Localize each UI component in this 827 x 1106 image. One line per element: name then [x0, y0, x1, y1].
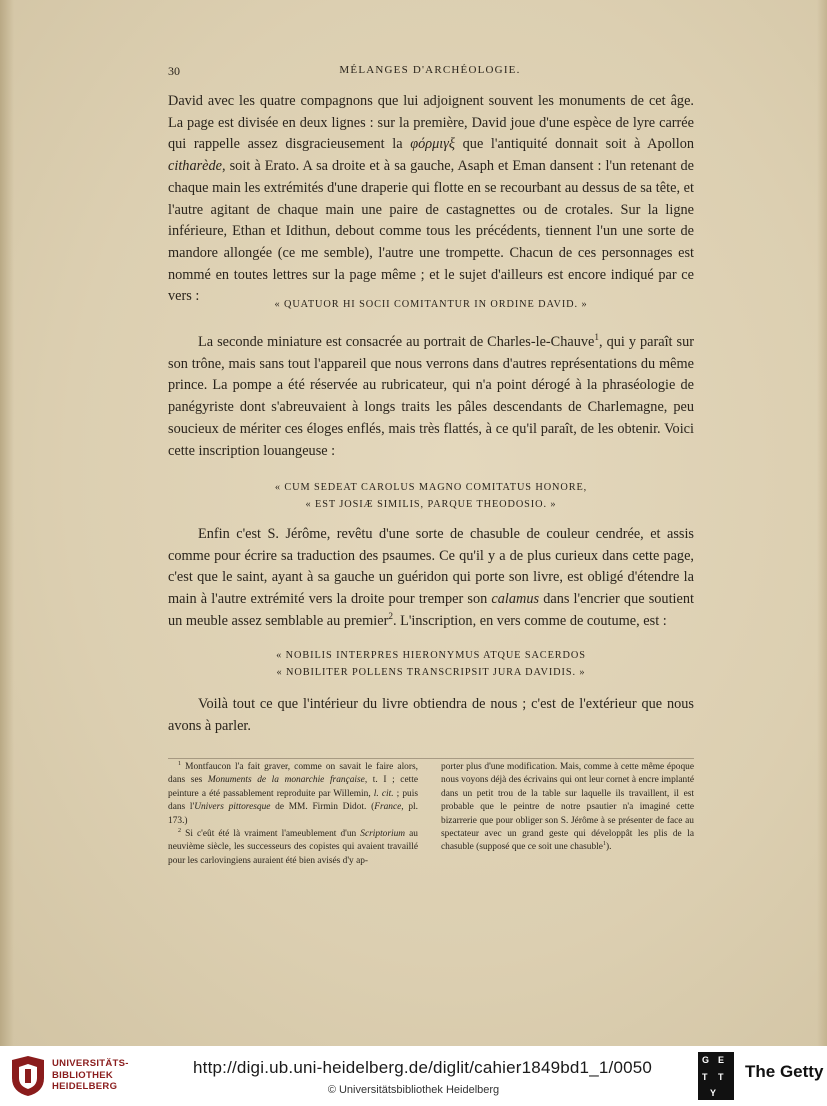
text-run: de MM. Firmin Didot. ( — [270, 802, 375, 813]
italic-title: Univers pittoresque — [194, 802, 271, 813]
library-name-line: BIBLIOTHEK — [52, 1069, 114, 1081]
text-run: ). — [605, 842, 612, 853]
paragraph-charles — [168, 332, 694, 462]
quote-line: « NOBILITER POLLENS TRANSCRIPSIT JURA DAVIDIS. » — [276, 666, 586, 678]
library-name-line: UNIVERSITÄTS- — [52, 1058, 129, 1069]
italic-word: France — [374, 802, 402, 813]
getty-logo-letter: T — [702, 1072, 708, 1082]
quote-line: « CUM SEDEAT CAROLUS MAGNO COMITATUS HONORE, — [274, 482, 588, 493]
getty-name: The Getty — [745, 1062, 824, 1081]
getty-logo-letter: T — [718, 1072, 724, 1082]
footnote-ref: 1 — [594, 333, 599, 344]
running-title: MÉLANGES D'ARCHÉOLOGIE. — [339, 64, 521, 76]
text-run: , t. I ; cette peinture a été passablement reproduite par Willemin, — [168, 775, 418, 799]
text-run: , qui y paraît sur son trône, mais sans tout l'appareil que nous verrons dans d'autres représentations du même prince. La pompe a été réservée au rubricateur, qui n'a point dérogé à la phraséologie de panégyriste dont s'abreuvaient à longs traits les pâles descendants de Charlemagne, peu soucieux de mériter ces éloges enflés, mais très flattés, à ce qu'il paraît, de les obtenir. Voici cette inscription louangeuse : — [168, 334, 694, 459]
footnote-rule — [168, 758, 694, 759]
footnotes-right-column — [441, 761, 694, 855]
paragraph-david — [168, 91, 694, 308]
text-run: porter plus d'une modification. Mais, comme à cette même époque nous voyons déjà des écrivains qui ont leur cornet à encre implanté dans un petit trou de la table sur laquelle ils travaillent, il est probable que le peintre de notre psautier n'a imaginé cette bizarrerie que pour obliger son S. Jérôme à se présenter de face au spectateur avec un grand geste qui développât les plis de la chasuble (supposé que ce soit une chasuble — [441, 762, 694, 853]
footnote-ref: 2 — [388, 612, 393, 623]
quote-carolus — [168, 480, 694, 513]
getty-logo-letter: G — [702, 1055, 710, 1065]
text-run: Si c'eût été là vraiment l'ameublement d'un — [181, 829, 361, 840]
footnotes-left-column — [168, 761, 418, 868]
italic-word: Scriptorium — [360, 829, 406, 840]
text-run: . L'inscription, en vers comme de coutume, est : — [392, 612, 667, 629]
getty-logo-letter: E — [718, 1055, 725, 1065]
quote-line: « EST JOSIÆ SIMILIS, PARQUE THEODOSIO. » — [305, 498, 557, 510]
running-head — [168, 64, 692, 82]
quote-nobilis — [168, 648, 694, 681]
getty-logo-icon — [698, 1052, 734, 1100]
digitization-footer — [0, 1046, 827, 1106]
text-run: ; puis dans l' — [168, 788, 418, 813]
greek-word: φόρμιγξ — [410, 136, 456, 153]
quote-quatuor — [168, 297, 694, 314]
footnote-1 — [168, 761, 418, 828]
library-name-line: HEIDELBERG — [52, 1081, 118, 1092]
paragraph-conclusion: Voilà tout ce que l'intérieur du livre obtiendra de nous ; c'est de l'extérieur que nous avons à parler. — [168, 696, 694, 734]
text-run: Enfin c'est S. Jérôme, revêtu d'une sorte de chasuble de couleur cendrée, et assis comme pour écrire sa traduction des psaumes. Ce qu'il y a de plus curieux dans cette page, c'est que le saint, ayant à sa gauche un guéridon qui porte son livre, est obligé d'étendre la main à l'autre extrémité vers la droite pour tremper son — [168, 526, 694, 608]
text-run: David avec les quatre compagnons que lui adjoignent souvent les monuments de cet âge. La page est divisée en deux lignes : sur la première, David joue d'une espèce de lyre carrée qui rappelle assez disgracieusement la — [168, 93, 694, 153]
text-run: Montfaucon l'a fait graver, comme on savait le faire alors, dans ses — [168, 762, 418, 786]
permalink-url[interactable]: http://digi.ub.uni-heidelberg.de/diglit/cahier1849bd1_1/0050 — [193, 1058, 653, 1077]
quote-line: « NOBILIS INTERPRES HIERONYMUS ATQUE SACERDOS — [276, 650, 586, 661]
footnote-number: 2 — [178, 827, 182, 834]
page-number: 30 — [168, 64, 180, 78]
footnote-ref: 1 — [602, 841, 606, 848]
paragraph-jerome — [168, 524, 694, 633]
copyright-notice: © Universitätsbibliothek Heidelberg — [327, 1084, 500, 1096]
text-run: , pl. 173.) — [168, 802, 418, 826]
italic-word: citharède — [168, 158, 222, 175]
getty-logo-letter: Y — [710, 1088, 717, 1098]
italic-title: Monuments de la monarchie française — [207, 775, 365, 786]
text-run: dans l'encrier que soutient un meuble assez semblable au premier — [168, 591, 694, 629]
text-run: au neuvième siècle, les successeurs des copistes qui avaient travaillé pour les carlovingiens auraient été bien avisés d'y ap- — [168, 829, 418, 866]
text-run: La seconde miniature est consacrée au portrait de Charles-le-Chauve — [198, 334, 595, 350]
text-run: , soit à Erato. A sa droite et à sa gauche, Asaph et Eman dansent : l'un retenant de chaque main les extrémités d'une draperie qui flotte en se recourbant au dessus de sa tête, et l'autre agitant de chaque main une paire de castagnettes ou de crotales. Sur la ligne inférieure, Ethan et Idithun, debout comme tous les précédents, tiennent l'un une sorte de mandore allongée (ce me semble), l'autre une trompette. Chacun de ces personnages est nommé en toutes lettres sur la page même ; et le sujet d'ailleurs est encore indiqué par ce vers : — [168, 158, 694, 305]
footnote-2-continued — [441, 761, 694, 855]
text-run: que l'antiquité donnait soit à Apollon — [455, 136, 694, 153]
italic-word: calamus — [491, 591, 540, 608]
footnote-2-start — [168, 828, 418, 868]
footnote-number: 1 — [178, 760, 182, 767]
page-edge-shadow-right — [817, 0, 827, 1046]
quote-line: « QUATUOR HI SOCII COMITANTUR IN ORDINE DAVID. » — [274, 299, 588, 310]
italic-abbrev: l. cit. — [373, 788, 394, 799]
page-edge-shadow-left — [0, 0, 14, 1046]
